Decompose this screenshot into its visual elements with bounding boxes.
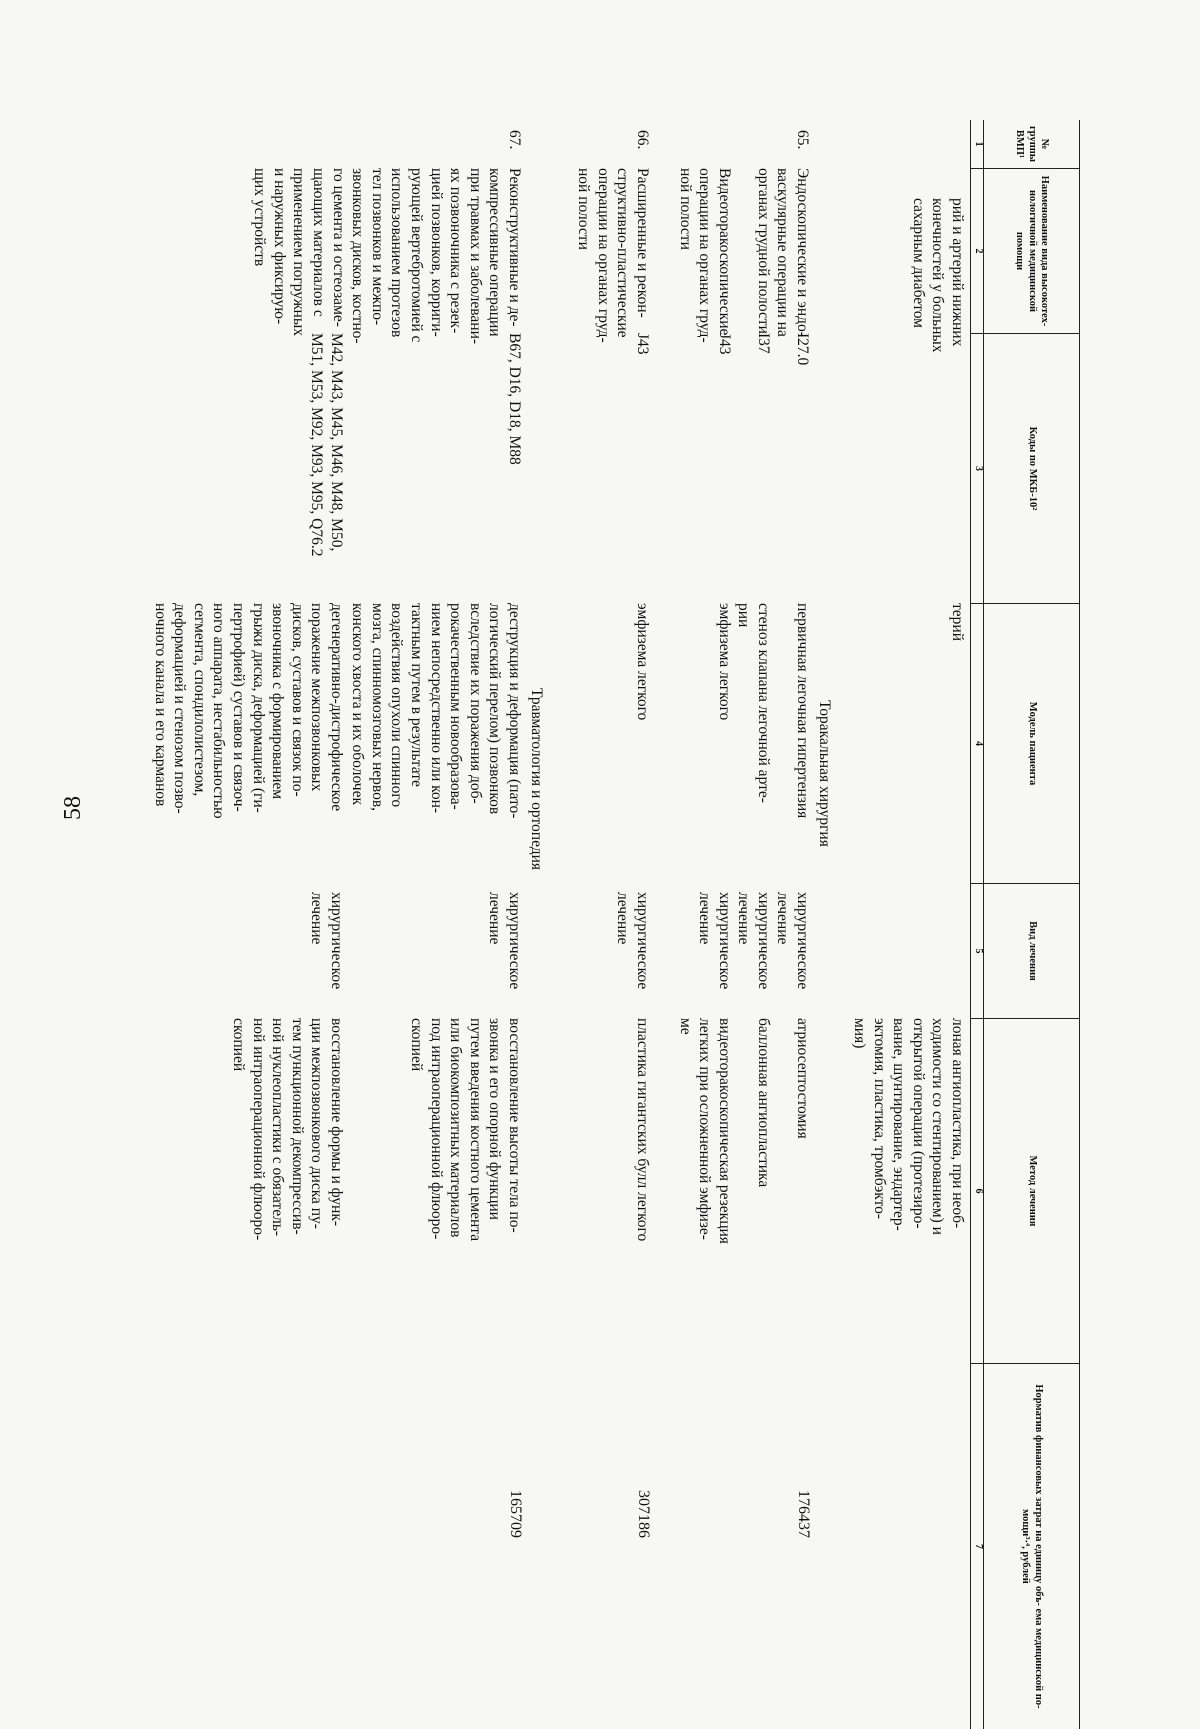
row67-method-b: восстановление формы и функ- ции межпозвонкового диска пу- тем пункционной декомпрессив- ной нуклеопластики с обязатель- ной интраоперационной флюоро- скопией bbox=[230, 1018, 345, 1241]
header-group-number: № группы ВМП¹ bbox=[1014, 125, 1050, 163]
row67-number: 67. bbox=[506, 130, 523, 150]
continuation-vmp-name: рий и артерий нижних конечностей у больных сахарным диабетом bbox=[909, 198, 966, 353]
column-number: 3 bbox=[971, 333, 985, 603]
row65-method-c: видеоторакоскопическая резекция легких при осложненной эмфизе- ме bbox=[676, 1018, 733, 1244]
row66-cost: 307186 bbox=[635, 1490, 652, 1538]
header-cost-norm: Норматив финансовых затрат на единицу объ- ема медицинской по- мощи³·⁴, рублей bbox=[984, 1363, 1079, 1729]
row67-code-a: B67, D16, D18, M88 bbox=[506, 333, 523, 465]
row65-method-a: атриосептостомия bbox=[794, 1018, 811, 1139]
row65-patient-a: первичная легочная гипертензия bbox=[794, 603, 811, 819]
column-number: 2 bbox=[971, 168, 985, 333]
row65-code-a: I27.0 bbox=[794, 333, 811, 366]
row65-code-c: J43 bbox=[716, 333, 733, 355]
rotated-table bbox=[10, 120, 1080, 1729]
header-patient-model: Модель пациента bbox=[984, 603, 1079, 883]
column-number: 6 bbox=[971, 1018, 985, 1363]
continuation-method: лоная ангиопластика, при необ- ходимости со стентированием) и открытой операции (протезиро- вание, шунтирование, эндартер- эктомия, пластика, тромбэкто- мия) bbox=[851, 1018, 966, 1235]
row66-method: пластика гигантских булл легкого bbox=[634, 1018, 651, 1242]
row65-number: 65. bbox=[794, 130, 811, 150]
row65-type-b: хирургическое лечение bbox=[735, 892, 772, 990]
row65-patient-c: эмфизема легкого bbox=[716, 603, 733, 721]
column-number: 5 bbox=[971, 883, 985, 1018]
header-vmp-name: Наименование вида высокотех- нологичной медицинской помощи bbox=[984, 168, 1079, 333]
continuation-patient: терий bbox=[949, 603, 966, 641]
row65-name-c: Видеоторакоскопические операции на органах груд- ной полости bbox=[676, 168, 733, 343]
row67-patient-b: дегенеративно-дистрофическое поражение межпозвонковых дисков, суставов и связок по- звоночника с формированием грыжи диска, деформацией (ги- пертрофией) суставов и связоч- ного аппарата, нестабильностью сегмента, спондилолистезом, деформацией и стенозом позво- ночного канала и его карманов bbox=[151, 603, 345, 819]
row67-method-a: восстановление высоты тела по- звонка и его опорной функции путем введения костного цемента или биокомпозитных материалов под интраоперационной флюоро- скопией bbox=[408, 1018, 523, 1242]
row66-number: 66. bbox=[634, 130, 651, 150]
row65-cost: 176437 bbox=[795, 1490, 812, 1538]
row67-patient-a: деструкция и деформация (пато- логический перелом) позвонков вследствие их поражения доб- рокачественным новообразова- нием непосредственно или кон- тактным путем в результате воздействия опухоли спинного мозга, спинномозговых нервов, конского хвоста и их оболочек bbox=[349, 603, 523, 819]
section-thoracic-surgery: Торакальная хирургия bbox=[816, 700, 833, 847]
row65-patient-b: стеноз клапана легочной арте- рии bbox=[735, 603, 772, 803]
row65-code-b: I37 bbox=[755, 333, 772, 354]
row67-name: Реконструктивные и де- компрессивные операции при травмах и заболевани- ях позвоночника с резек- цией позвонков, корриги- рующей вертебротомией с использованием протезов тел позвонков и межпо- звонковых дисков, костно- го цемента и остеозаме- щающих материалов с применением погружных и наружных фиксирую- щих устройств bbox=[251, 168, 523, 345]
table-header bbox=[983, 120, 1080, 1729]
row67-type-b: хирургическое лечение bbox=[308, 892, 345, 990]
header-treatment-type: Вид лечения bbox=[984, 883, 1079, 1018]
row65-type-c: хирургическое лечение bbox=[696, 892, 733, 990]
row67-code-b: M42, M43, M45, M46, M48, M50, M51, M53, M92, M93, M95, Q76.2 bbox=[308, 333, 345, 557]
column-number-row bbox=[970, 120, 985, 1729]
row65-type-a: хирургическое лечение bbox=[774, 892, 811, 990]
column-number: 7 bbox=[971, 1363, 985, 1729]
row66-code: J43 bbox=[634, 333, 651, 355]
header-icd-codes: Коды по МКБ-10² bbox=[984, 333, 1079, 603]
row67-type-a: хирургическое лечение bbox=[486, 892, 523, 990]
page-number: 58 bbox=[60, 796, 86, 820]
row65-name-a: Эндоскопические и эндо- васкулярные операции на органах грудной полости bbox=[754, 168, 811, 337]
row66-type: хирургическое лечение bbox=[614, 892, 651, 990]
column-number: 4 bbox=[971, 603, 985, 883]
header-treatment-method: Метод лечения bbox=[984, 1018, 1079, 1363]
row66-patient: эмфизема легкого bbox=[634, 603, 651, 721]
column-number: 1 bbox=[973, 141, 984, 147]
row65-method-b: баллонная ангиопластика bbox=[755, 1018, 772, 1188]
section-traumatology: Травматология и ортопедия bbox=[528, 688, 545, 871]
row67-cost: 165709 bbox=[507, 1490, 524, 1538]
row66-name: Расширенные и рекон- структивно-пластические операции на органах груд- ной полости bbox=[575, 168, 651, 343]
